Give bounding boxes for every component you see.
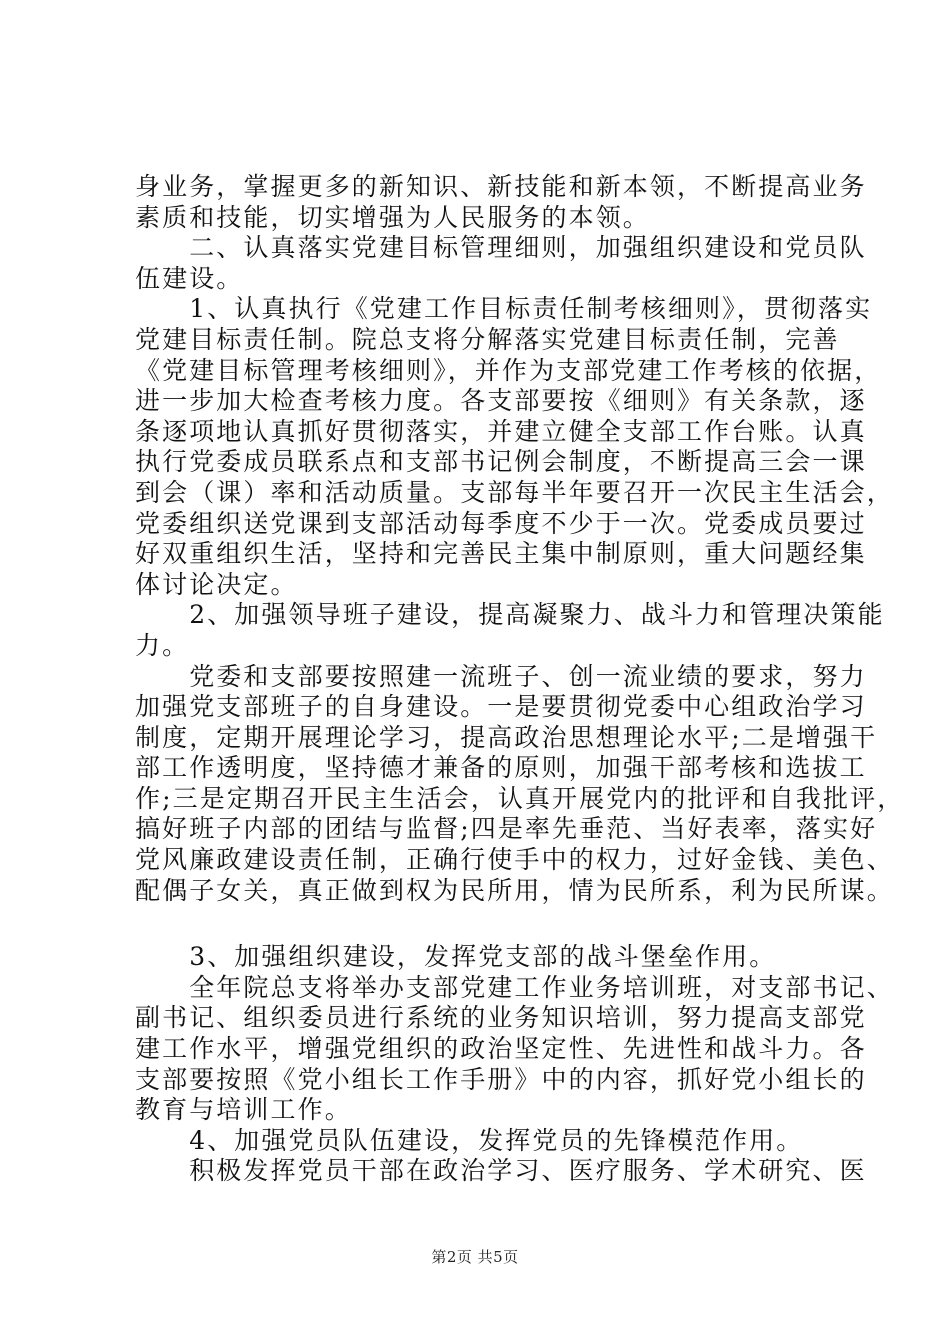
text-line: 支部要按照《党小组长工作手册》中的内容，抓好党小组长的	[135, 1064, 867, 1094]
text-line: 执行党委成员联系点和支部书记例会制度，不断提高三会一课	[135, 447, 867, 477]
text-line: 全年院总支将举办支部党建工作业务培训班，对支部书记、	[135, 972, 894, 1002]
text-line: 进一步加大检查考核力度。各支部要按《细则》有关条款，逐	[135, 386, 867, 416]
text-line: 搞好班子内部的团结与监督;四是率先垂范、当好表率，落实好	[135, 814, 878, 844]
text-line: 党委和支部要按照建一流班子、创一流业绩的要求，努力	[135, 661, 867, 691]
document-body	[135, 172, 905, 1187]
text-line: 1、认真执行《党建工作目标责任制考核细则》，贯彻落实	[135, 294, 873, 324]
text-line: 好双重组织生活，坚持和完善民主集中制原则，重大问题经集	[135, 539, 867, 569]
text-line: 党委组织送党课到支部活动每季度不少于一次。党委成员要过	[135, 508, 867, 538]
text-line: 3、加强组织建设，发挥党支部的战斗堡垒作用。	[135, 942, 777, 972]
text-line: 素质和技能，切实增强为人民服务的本领。	[135, 202, 650, 232]
text-line: 党建目标责任制。院总支将分解落实党建目标责任制，完善	[135, 324, 840, 354]
text-line: 伍建设。	[135, 263, 244, 293]
text-line: 加强党支部班子的自身建设。一是要贯彻党委中心组政治学习	[135, 692, 867, 722]
section-heading: 二、认真落实党建目标管理细则，加强组织建设和党员队	[135, 233, 867, 263]
text-line: 身业务，掌握更多的新知识、新技能和新本领，不断提高业务	[135, 172, 867, 201]
text-line: 副书记、组织委员进行系统的业务知识培训，努力提高支部党	[135, 1003, 867, 1033]
text-line: 条逐项地认真抓好贯彻落实，并建立健全支部工作台账。认真	[135, 416, 867, 446]
text-line: 作;三是定期召开民主生活会，认真开展党内的批评和自我批评，	[135, 783, 905, 813]
text-line: 积极发挥党员干部在政治学习、医疗服务、学术研究、医	[135, 1156, 867, 1186]
text-line: 到会（课）率和活动质量。支部每半年要召开一次民主生活会，	[135, 477, 894, 507]
text-line: 2、加强领导班子建设，提高凝聚力、战斗力和管理决策能	[135, 600, 885, 630]
text-line: 4、加强党员队伍建设，发挥党员的先锋模范作用。	[135, 1125, 804, 1155]
text-line: 教育与培训工作。	[135, 1095, 352, 1125]
paragraph-gap	[135, 906, 835, 942]
text-line: 部工作透明度，坚持德才兼备的原则，加强干部考核和选拔工	[135, 753, 867, 783]
text-line: 力。	[135, 630, 190, 660]
text-line: 建工作水平，增强党组织的政治坚定性、先进性和战斗力。各	[135, 1034, 867, 1064]
text-line: 体讨论决定。	[135, 569, 298, 599]
text-line: 党风廉政建设责任制，正确行使手中的权力，过好金钱、美色、	[135, 845, 894, 875]
page-number-footer: 第2页 共5页	[431, 1248, 519, 1266]
text-line: 配偶子女关，真正做到权为民所用，情为民所系，利为民所谋。	[135, 875, 894, 905]
text-line: 制度，定期开展理论学习，提高政治思想理论水平;二是增强干	[135, 722, 878, 752]
text-line: 《党建目标管理考核细则》，并作为支部党建工作考核的依据，	[135, 355, 882, 385]
